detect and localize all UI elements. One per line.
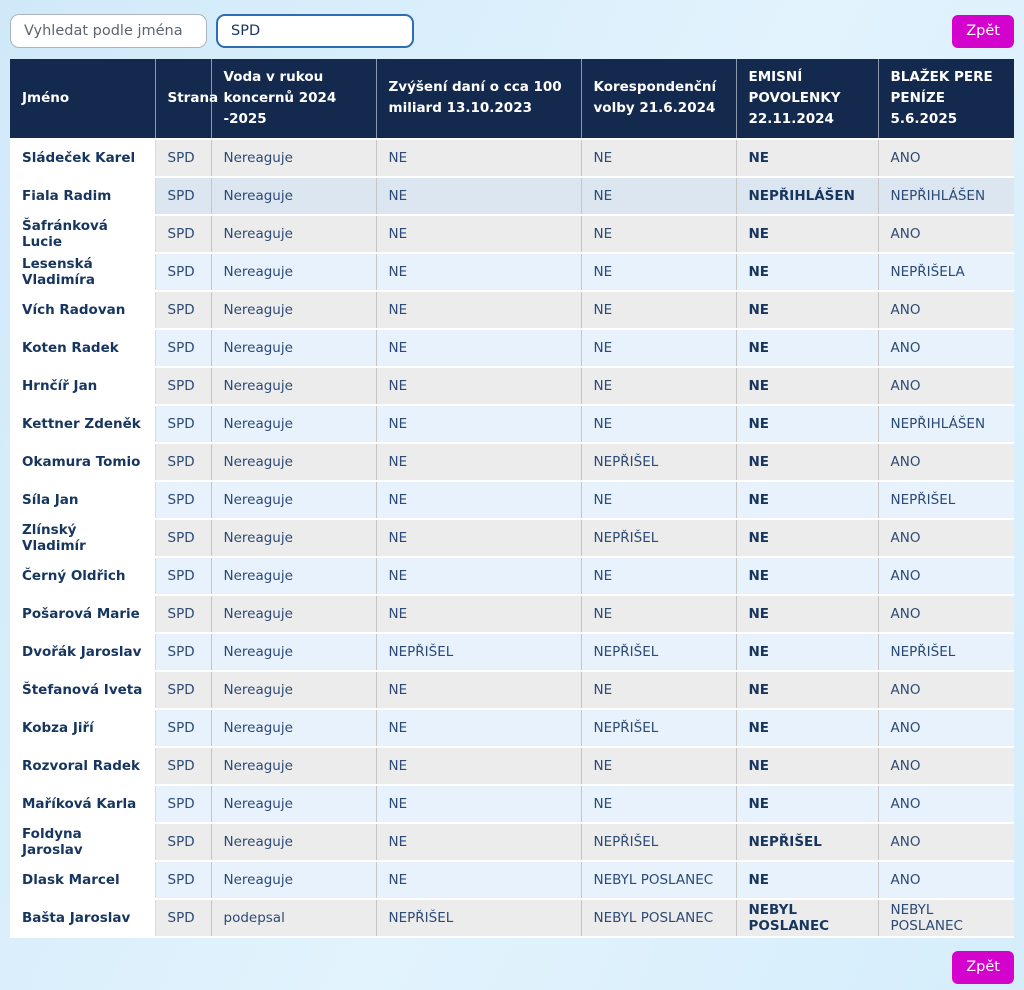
vote-cell: NE [376,177,581,215]
vote-cell: Nereaguje [211,215,376,253]
deputy-name-cell: Koten Radek [10,329,155,367]
vote-cell: NE [376,481,581,519]
vote-cell: NE [581,557,736,595]
vote-cell: SPD [155,709,211,747]
vote-cell: SPD [155,291,211,329]
column-header: EMISNÍ POVOLENKY 22.11.2024 [736,59,878,139]
table-row [10,557,1014,595]
vote-cell: Nereaguje [211,139,376,177]
deputy-name-cell: Hrnčíř Jan [10,367,155,405]
vote-cell: NEPŘIHLÁŠEN [736,177,878,215]
vote-cell: SPD [155,899,211,937]
vote-cell: Nereaguje [211,367,376,405]
vote-cell: ANO [878,215,1014,253]
vote-cell: NEBYL POSLANEC [581,899,736,937]
deputy-name-cell: Lesenská Vladimíra [10,253,155,291]
table-row [10,595,1014,633]
vote-cell: SPD [155,177,211,215]
table-body [10,139,1014,937]
vote-cell: NE [736,595,878,633]
vote-cell: NE [581,785,736,823]
vote-cell: ANO [878,329,1014,367]
vote-cell: NE [376,595,581,633]
vote-cell: ANO [878,291,1014,329]
vote-cell: NEPŘIŠEL [736,823,878,861]
vote-cell: NE [736,215,878,253]
deputy-name-cell: Sládeček Karel [10,139,155,177]
vote-cell: Nereaguje [211,671,376,709]
vote-cell: SPD [155,253,211,291]
vote-cell: SPD [155,633,211,671]
vote-cell: NE [736,557,878,595]
table-row [10,291,1014,329]
vote-cell: NEPŘIŠEL [581,823,736,861]
footer [0,938,1024,984]
vote-cell: ANO [878,595,1014,633]
column-header: Jméno [10,59,155,139]
vote-cell: NEBYL POSLANEC [878,899,1014,937]
vote-cell: NEPŘIŠEL [376,899,581,937]
vote-cell: ANO [878,519,1014,557]
vote-cell: podepsal [211,899,376,937]
vote-cell: NEBYL POSLANEC [736,899,878,937]
deputy-name-cell: Štefanová Iveta [10,671,155,709]
vote-cell: NE [581,291,736,329]
table-row [10,671,1014,709]
vote-cell: SPD [155,329,211,367]
toolbar [0,0,1024,56]
table-row [10,861,1014,899]
vote-cell: NEPŘIŠELA [878,253,1014,291]
vote-cell: NEBYL POSLANEC [581,861,736,899]
vote-cell: Nereaguje [211,443,376,481]
vote-cell: SPD [155,557,211,595]
deputy-name-cell: Černý Oldřich [10,557,155,595]
vote-cell: NE [376,405,581,443]
vote-cell: NE [581,405,736,443]
vote-cell: NE [736,861,878,899]
table-row [10,443,1014,481]
deputy-name-cell: Síla Jan [10,481,155,519]
deputy-name-cell: Fiala Radim [10,177,155,215]
vote-cell: Nereaguje [211,709,376,747]
table-row [10,823,1014,861]
vote-cell: NE [376,671,581,709]
vote-cell: NEPŘIŠEL [581,519,736,557]
deputies-table-container [10,59,1014,938]
vote-cell: NEPŘIHLÁŠEN [878,177,1014,215]
column-header: Zvýšení daní o cca 100 miliard 13.10.2023 [376,59,581,139]
table-row [10,633,1014,671]
vote-cell: Nereaguje [211,823,376,861]
table-header-row [10,59,1014,139]
vote-cell: ANO [878,557,1014,595]
deputies-table [10,59,1014,938]
vote-cell: NE [581,367,736,405]
deputy-name-cell: Vích Radovan [10,291,155,329]
vote-cell: SPD [155,481,211,519]
table-row [10,519,1014,557]
vote-cell: Nereaguje [211,557,376,595]
vote-cell: NE [376,443,581,481]
vote-cell: NE [736,481,878,519]
vote-cell: NE [736,291,878,329]
column-header: Voda v rukou koncernů 2024 -2025 [211,59,376,139]
deputy-name-cell: Okamura Tomio [10,443,155,481]
vote-cell: NE [376,253,581,291]
vote-cell: NEPŘIŠEL [878,633,1014,671]
vote-cell: SPD [155,405,211,443]
vote-cell: NE [736,633,878,671]
vote-cell: ANO [878,785,1014,823]
back-button-top[interactable]: Zpět [952,15,1014,48]
vote-cell: ANO [878,671,1014,709]
table-row [10,481,1014,519]
vote-cell: Nereaguje [211,329,376,367]
table-row [10,709,1014,747]
vote-cell: Nereaguje [211,595,376,633]
vote-cell: NE [376,823,581,861]
vote-cell: NE [581,215,736,253]
table-row [10,329,1014,367]
table-row [10,253,1014,291]
vote-cell: NEPŘIŠEL [878,481,1014,519]
vote-cell: SPD [155,139,211,177]
table-row [10,405,1014,443]
vote-cell: SPD [155,519,211,557]
vote-cell: NE [736,253,878,291]
vote-cell: ANO [878,747,1014,785]
vote-cell: NEPŘIŠEL [376,633,581,671]
vote-cell: SPD [155,671,211,709]
vote-cell: NE [376,215,581,253]
vote-cell: NE [581,253,736,291]
deputy-name-cell: Maříková Karla [10,785,155,823]
vote-cell: NE [736,443,878,481]
vote-cell: NE [736,519,878,557]
column-header: BLAŽEK PERE PENÍZE 5.6.2025 [878,59,1014,139]
vote-cell: NE [581,747,736,785]
vote-cell: NE [376,747,581,785]
search-input[interactable] [10,14,207,48]
vote-cell: Nereaguje [211,481,376,519]
back-button-bottom[interactable]: Zpět [952,951,1014,984]
deputy-name-cell: Bašta Jaroslav [10,899,155,937]
deputy-name-cell: Rozvoral Radek [10,747,155,785]
vote-cell: NE [376,139,581,177]
column-header: Korespondenční volby 21.6.2024 [581,59,736,139]
vote-cell: Nereaguje [211,747,376,785]
table-row [10,139,1014,177]
vote-cell: ANO [878,139,1014,177]
vote-cell: ANO [878,443,1014,481]
vote-cell: Nereaguje [211,519,376,557]
table-row [10,785,1014,823]
party-filter-input[interactable] [216,14,414,48]
vote-cell: NEPŘIHLÁŠEN [878,405,1014,443]
vote-cell: Nereaguje [211,633,376,671]
vote-cell: Nereaguje [211,861,376,899]
vote-cell: NE [736,405,878,443]
vote-cell: SPD [155,595,211,633]
table-row [10,747,1014,785]
vote-cell: NEPŘIŠEL [581,709,736,747]
vote-cell: NE [376,367,581,405]
vote-cell: ANO [878,861,1014,899]
vote-cell: NE [581,595,736,633]
vote-cell: ANO [878,367,1014,405]
deputy-name-cell: Zlínský Vladimír [10,519,155,557]
vote-cell: SPD [155,367,211,405]
vote-cell: NE [736,747,878,785]
vote-cell: NE [581,329,736,367]
vote-cell: SPD [155,215,211,253]
vote-cell: NEPŘIŠEL [581,633,736,671]
vote-cell: Nereaguje [211,785,376,823]
vote-cell: NE [581,671,736,709]
vote-cell: Nereaguje [211,177,376,215]
vote-cell: ANO [878,709,1014,747]
deputy-name-cell: Kettner Zdeněk [10,405,155,443]
vote-cell: Nereaguje [211,253,376,291]
vote-cell: NE [581,177,736,215]
vote-cell: NE [376,557,581,595]
vote-cell: Nereaguje [211,291,376,329]
vote-cell: NE [376,709,581,747]
vote-cell: NE [376,785,581,823]
vote-cell: NE [376,519,581,557]
vote-cell: SPD [155,747,211,785]
vote-cell: SPD [155,861,211,899]
deputy-name-cell: Pošarová Marie [10,595,155,633]
table-row [10,215,1014,253]
vote-cell: SPD [155,785,211,823]
vote-cell: NE [736,367,878,405]
deputy-name-cell: Foldyna Jaroslav [10,823,155,861]
vote-cell: NEPŘIŠEL [581,443,736,481]
vote-cell: NE [736,329,878,367]
vote-cell: NE [736,709,878,747]
vote-cell: NE [376,329,581,367]
vote-cell: Nereaguje [211,405,376,443]
vote-cell: NE [736,139,878,177]
deputy-name-cell: Dlask Marcel [10,861,155,899]
vote-cell: SPD [155,443,211,481]
vote-cell: SPD [155,823,211,861]
vote-cell: NE [581,139,736,177]
table-row [10,899,1014,937]
vote-cell: NE [581,481,736,519]
table-row [10,177,1014,215]
column-header: Strana [155,59,211,139]
vote-cell: NE [376,861,581,899]
vote-cell: ANO [878,823,1014,861]
deputy-name-cell: Kobza Jiří [10,709,155,747]
vote-cell: NE [376,291,581,329]
table-row [10,367,1014,405]
vote-cell: NE [736,671,878,709]
vote-cell: NE [736,785,878,823]
deputy-name-cell: Dvořák Jaroslav [10,633,155,671]
deputy-name-cell: Šafránková Lucie [10,215,155,253]
